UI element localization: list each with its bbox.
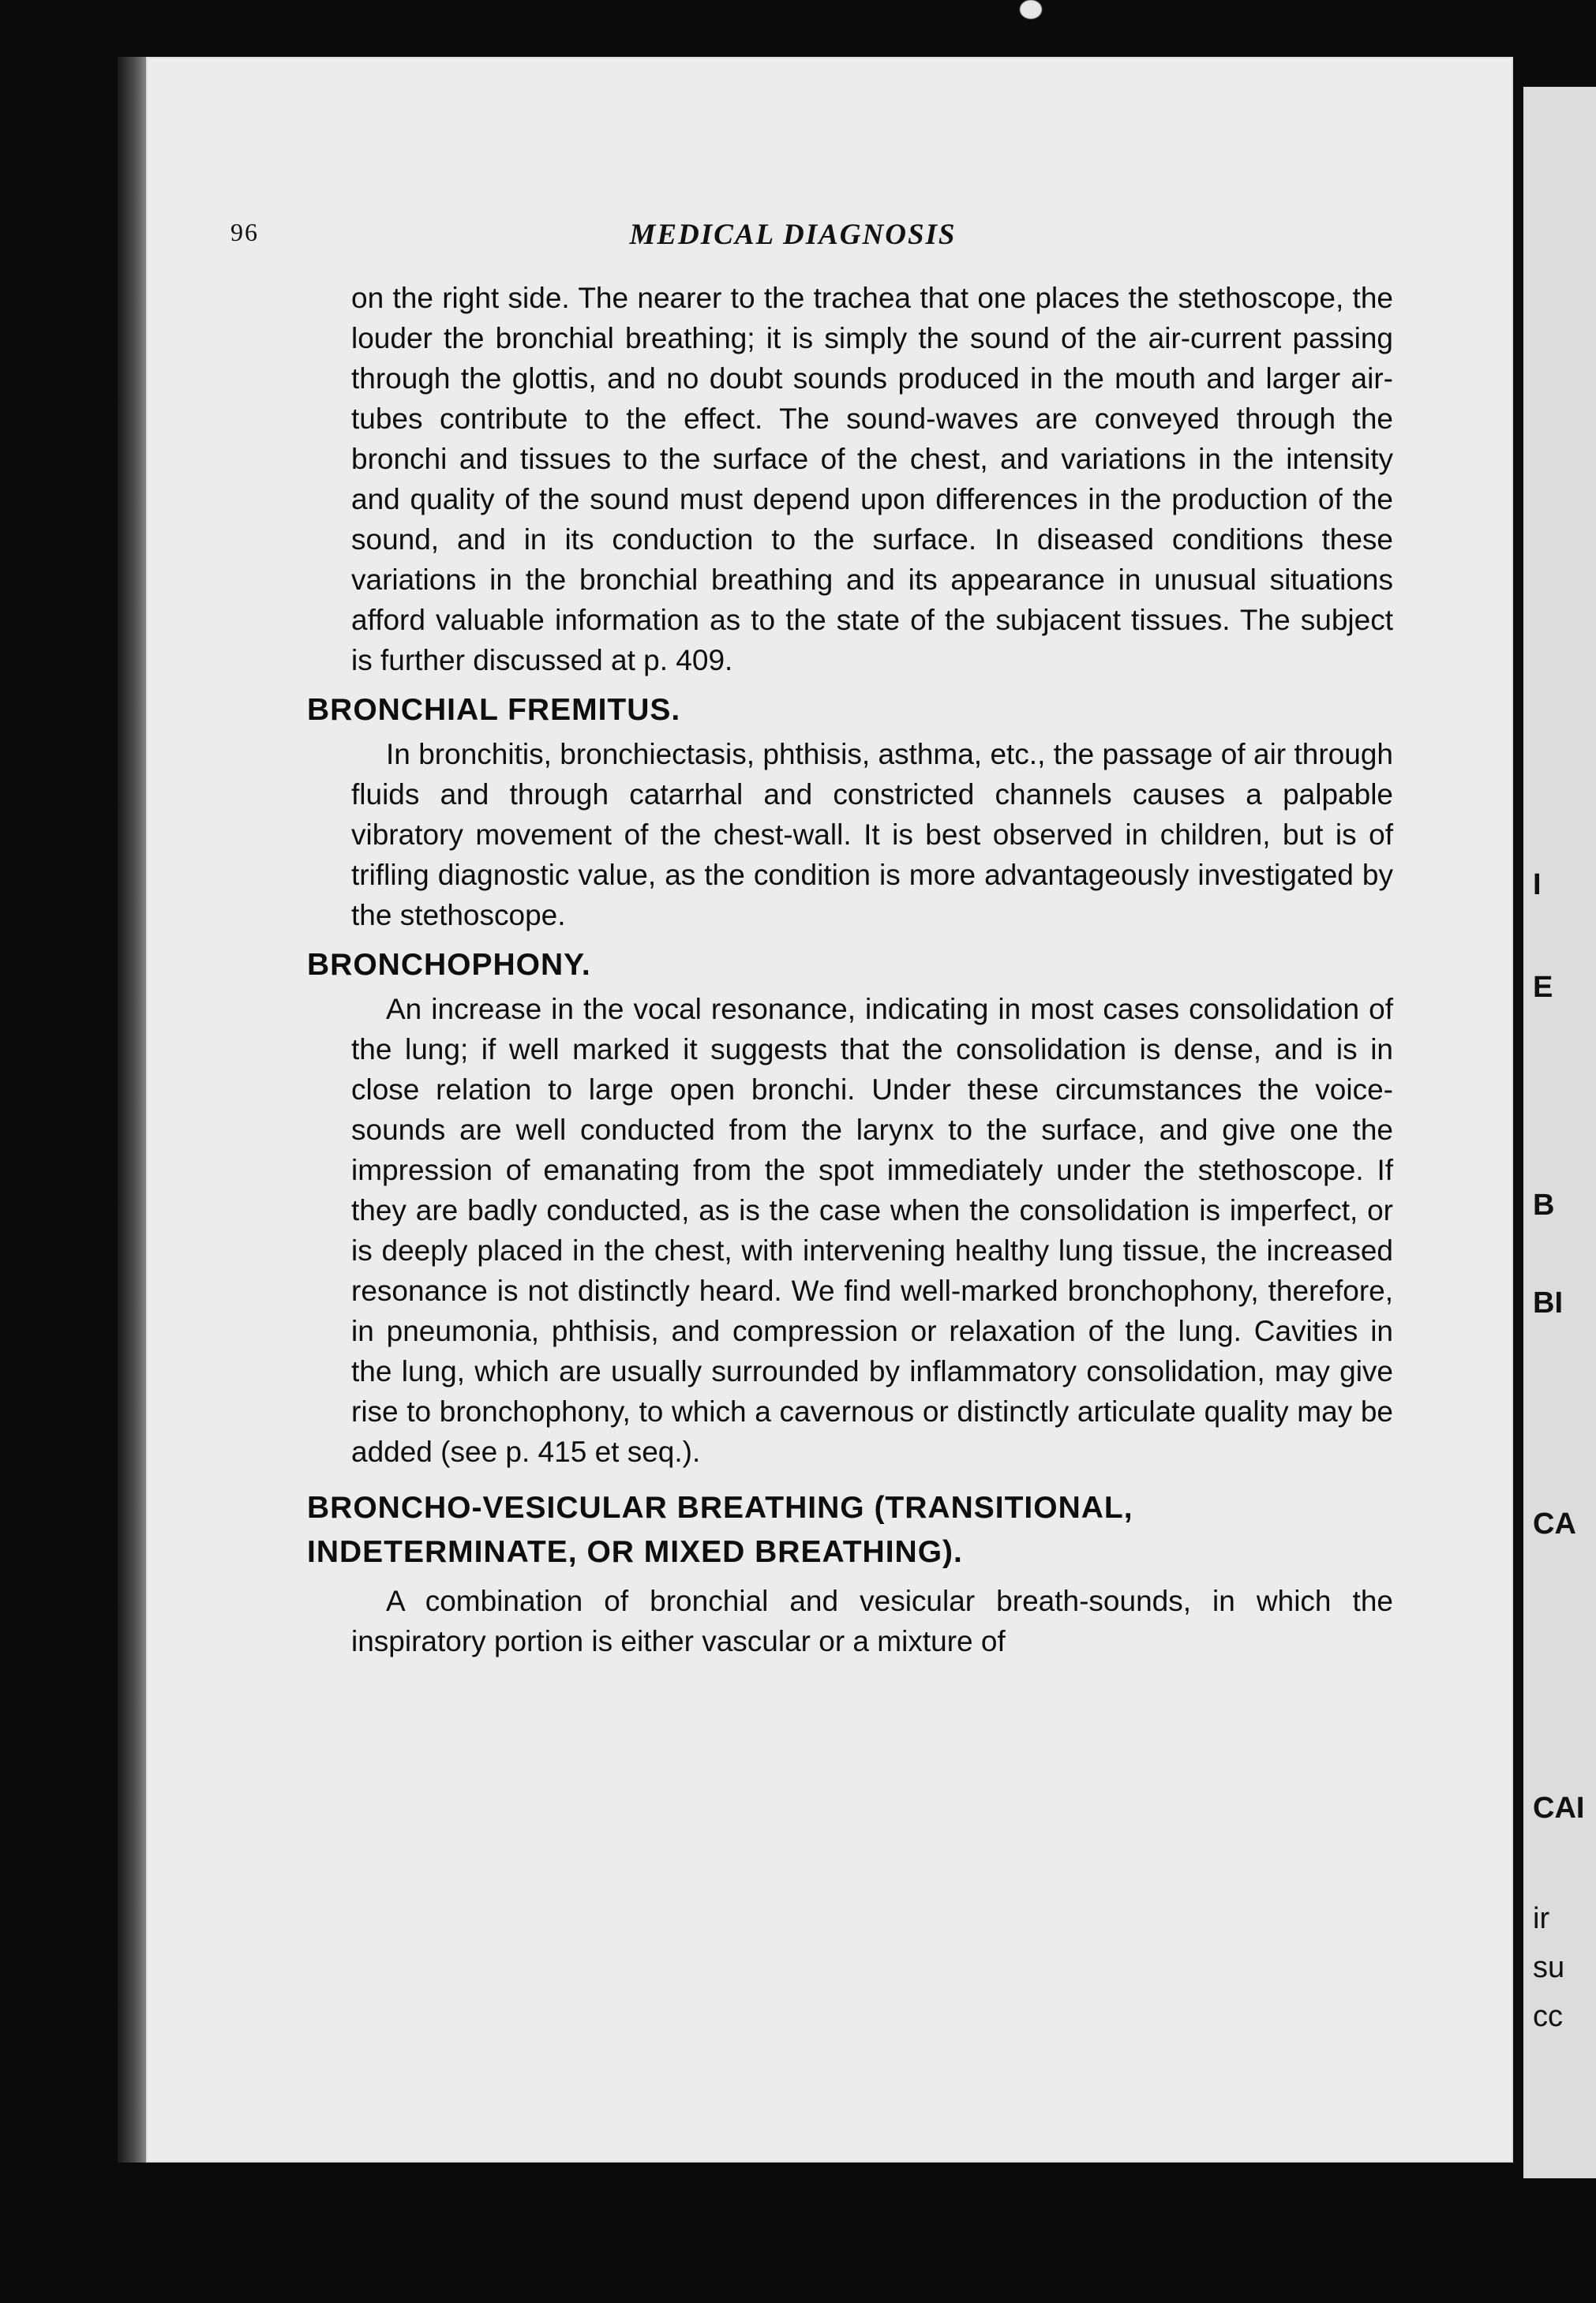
adjacent-fragment: E [1533,971,1553,1004]
adjacent-fragment: cc [1533,2000,1563,2033]
adjacent-fragment: ir [1533,1902,1550,1935]
paragraph-1: on the right side. The nearer to the trachea that one places the stethoscope, the louder the bronchial breathing; it is simply the sound of the air-current passing through the glottis, and no doubt sounds produced in the mouth and larger air-tubes contribute to the effect. The sound-waves are conveyed through the bronchi and tissues to the surface of the chest, and variations in the intensity and quality of the sound must depend upon differences in the production of the sound, and in its conduction to the surface. In diseased conditions these variations in the bronchial breathing and its appearance in unusual situations afford valuable information as to the state of the subjacent tissues. The subject is further discussed at p. 409. [351,282,1393,676]
page-number: 96 [230,218,259,246]
adjacent-fragment: su [1533,1951,1565,1984]
adjacent-fragment: CAI [1533,1792,1585,1825]
adjacent-page-strip [1523,87,1596,2178]
adjacent-fragment: B [1533,1189,1555,1222]
adjacent-fragment: CA [1533,1507,1576,1541]
content [307,278,1393,1674]
heading-bronchial-fremitus: BRONCHIAL FREMITUS. [307,693,681,727]
heading-broncho-vesicular: BRONCHO-VESICULAR BREATHING (TRANSITIONAL, INDETERMINATE, OR MIXED BREATHING). [307,1491,1133,1569]
paragraph-4: A combination of bronchial and vesicular breath-sounds, in which the inspiratory portion is either vascular or a mixture of [351,1585,1393,1657]
heading-bronchophony: BRONCHOPHONY. [307,948,591,982]
adjacent-fragment: BI [1533,1286,1563,1320]
paragraph-3: An increase in the vocal resonance, indicating in most cases consolidation of the lung; if well marked it suggests that the consolidation is dense, and is in close relation to large open bronchi. Under these circumstances the voice-sounds are well conducted from the larynx to the surface, and give one the impression of emanating from the spot immediately under the stethoscope. If they are badly conducted, as is the case when the consolidation is imperfect, or is deeply placed in the chest, with intervening healthy lung tissue, the increased resonance is not distinctly heard. We find well-marked bronchophony, therefore, in pneumonia, phthisis, and compression or relaxation of the lung. Cavities in the lung, which are usually surrounded by inflammatory consolidation, may give rise to bronchophony, to which a cavernous or distinctly articulate quality may be added (see p. 415 et seq.). [351,993,1393,1468]
scan-artifact [1020,0,1042,19]
running-head [230,218,1355,253]
adjacent-fragment: I [1533,868,1542,901]
header-title: MEDICAL DIAGNOSIS [629,219,957,251]
paragraph-2: In bronchitis, bronchiectasis, phthisis, asthma, etc., the passage of air through fluids and through catarrhal and constricted channels causes a palpable vibratory movement of the chest-wall. It is best observed in children, but is of trifling diagnostic value, as the condition is more advantageously investigated by the stethoscope. [351,738,1393,931]
